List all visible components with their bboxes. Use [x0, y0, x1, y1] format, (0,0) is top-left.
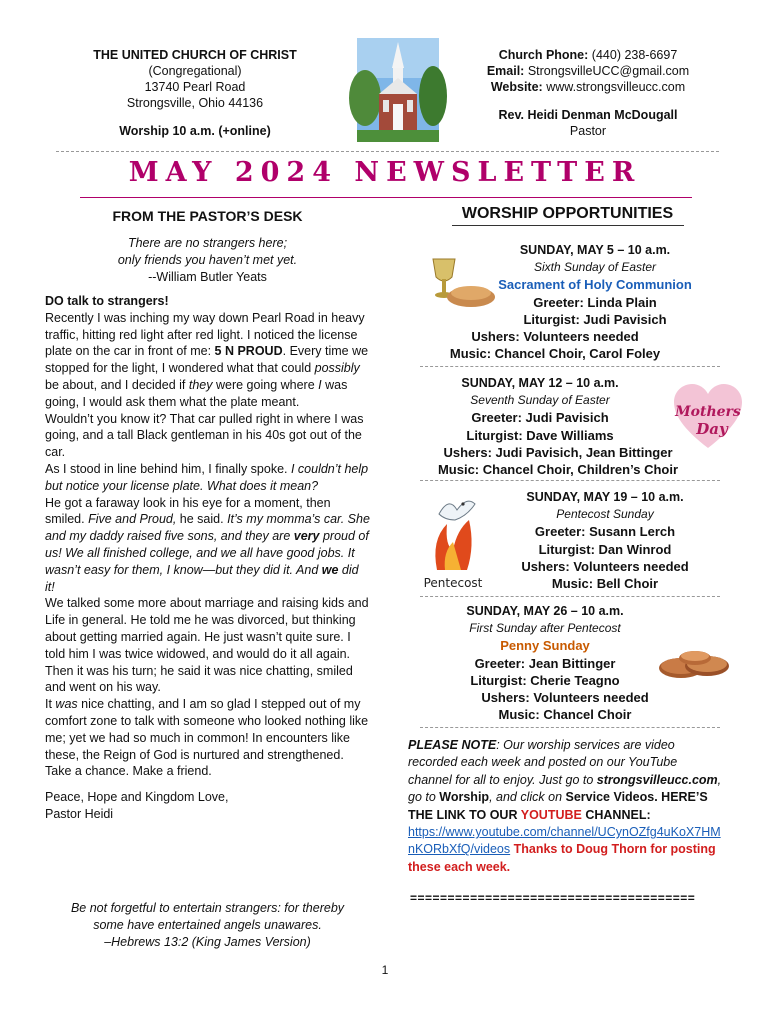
- service-music: Music: Bell Choir: [551, 576, 659, 592]
- note-site[interactable]: strongsvilleucc.com: [596, 772, 718, 787]
- article-paragraph: We talked some more about marriage and raising kids and Life in general. He told me he was divorced, but thinking about getting married again. He just wasn’t quite sure. I told him I was twice widowed, and would do it all again.: [45, 596, 369, 661]
- quote-line: There are no strangers here;: [127, 236, 288, 250]
- pennies-icon: [655, 644, 735, 684]
- service-subtitle: Sixth Sunday of Easter: [533, 260, 657, 275]
- note-divider: ======================================: [410, 891, 696, 905]
- service-date: SUNDAY, MAY 5 – 10 a.m.: [519, 243, 671, 257]
- pastor-title: Pastor: [569, 124, 607, 138]
- closing: Peace, Hope and Kingdom Love,: [45, 790, 229, 805]
- service-ushers: Ushers: Volunteers needed: [481, 690, 649, 706]
- website[interactable]: www.strongsvilleucc.com: [546, 80, 686, 94]
- service-ushers: Ushers: Volunteers needed: [471, 329, 639, 345]
- service-date: SUNDAY, MAY 19 – 10 a.m.: [526, 490, 684, 504]
- article-title: DO talk to strangers!: [45, 294, 169, 308]
- youtube-label: YOUTUBE: [520, 807, 582, 822]
- title-underline: [80, 197, 692, 198]
- quote-line: only friends you haven’t met yet.: [117, 253, 298, 267]
- service-subtitle: Pentecost Sunday: [556, 507, 654, 522]
- pentecost-dove-icon: [423, 490, 483, 590]
- service-may-19: [490, 489, 720, 592]
- service-ushers: Ushers: Volunteers needed: [521, 558, 689, 574]
- article-paragraph: It was nice chatting, and I am so glad I stepped out of my comfort zone to talk with someone who looked nothing like me; yet we had so much in common! In encounters like these, the Reign of God is nurtured and strengthened. Take a chance. Make a friend.: [45, 697, 369, 779]
- email[interactable]: StrongsvilleUCC@gmail.com: [527, 64, 690, 78]
- opening-quote: [45, 235, 370, 286]
- phone: (440) 238-6697: [591, 48, 678, 62]
- service-greeter: Greeter: Jean Bittinger: [474, 655, 616, 671]
- pastors-desk-heading: FROM THE PASTOR’S DESK: [112, 208, 303, 224]
- service-greeter: Greeter: Susann Lerch: [534, 524, 676, 540]
- article-paragraph: Wouldn’t you know it? That car pulled right in where I was going, and a tall Black gentleman in his 40s got out of the car.: [45, 411, 364, 460]
- church-info: [70, 47, 320, 139]
- video-note: PLEASE NOTE: Our worship services are video recorded each week and posted on our YouTube channel for all to enjoy. Just go to strongsvilleucc.com, go to Worship, and click on Service Videos. HERE’S THE LINK TO OUR YOUTUBE CHANNEL: https://www.youtube.com/channel/UCynOZfg4uKoX7HMnKORbXfQ/videos Thanks to Doug Thorn for posting these each week.: [408, 738, 722, 874]
- service-music: Music: Chancel Choir, Children’s Choir: [437, 462, 679, 478]
- church-photo: [357, 38, 439, 142]
- service-date: SUNDAY, MAY 12 – 10 a.m.: [461, 376, 619, 390]
- address-street: 13740 Pearl Road: [144, 80, 246, 94]
- contact-info: [448, 47, 728, 139]
- article-paragraph: Recently I was inching my way down Pearl Road in heavy traffic, hitting red light after red light. I noticed the license plate on the car in front of me: 5 N PROUD. Every time we stopped for the light, I wondered what that could possibly be about, and I decided if they were going where I was going, I would ask them what the plate meant.: [45, 310, 369, 409]
- service-liturgist: Liturgist: Judi Pavisich: [523, 311, 667, 327]
- service-special: Sacrament of Holy Communion: [498, 277, 692, 293]
- service-music: Music: Chancel Choir, Carol Foley: [449, 346, 661, 362]
- address-city: Strongsville, Ohio 44136: [126, 96, 264, 110]
- service-music: Music: Chancel Choir: [498, 707, 632, 723]
- service-ushers: Ushers: Judi Pavisich, Jean Bittinger: [443, 444, 673, 460]
- page-number: 1: [381, 963, 389, 977]
- thanks-note: Thanks to Doug Thorn for posting these each week.: [408, 842, 716, 874]
- worship-time: Worship 10 a.m. (+online): [119, 124, 271, 138]
- verse-line: some have entertained angels unawares.: [93, 918, 322, 932]
- worship-heading-underline: [452, 225, 684, 226]
- bible-verse: [45, 900, 370, 951]
- article-paragraph: Then it was his turn; he said it was nice chatting, smiled and went on his way.: [45, 663, 353, 695]
- article-paragraph: As I stood in line behind him, I finally spoke. I couldn’t help but notice your license plate. What does it mean?: [45, 461, 369, 493]
- pastor-name: Rev. Heidi Denman McDougall: [498, 108, 678, 122]
- newsletter-title: MAY 2024 NEWSLETTER: [128, 157, 642, 188]
- service-date: SUNDAY, MAY 26 – 10 a.m.: [466, 604, 624, 618]
- note-label: PLEASE NOTE: [408, 738, 497, 752]
- service-greeter: Greeter: Judi Pavisich: [471, 410, 609, 426]
- website-label: Website:: [490, 80, 543, 94]
- service-special: Penny Sunday: [500, 638, 590, 654]
- verse-reference: –Hebrews 13:2 (King James Version): [104, 935, 311, 949]
- service-may-26: [420, 603, 670, 723]
- header-divider: [56, 151, 719, 152]
- service-divider: [420, 596, 720, 597]
- service-greeter: Greeter: Linda Plain: [533, 294, 657, 310]
- service-divider: [420, 727, 720, 728]
- service-subtitle: Seventh Sunday of Easter: [470, 393, 610, 408]
- service-subtitle: First Sunday after Pentecost: [469, 621, 621, 636]
- worship-heading: WORSHIP OPPORTUNITIES: [461, 205, 674, 222]
- mothers-day-heart-icon: [672, 382, 744, 454]
- denomination: (Congregational): [148, 64, 242, 78]
- signature: Pastor Heidi: [45, 806, 114, 821]
- service-may-5: [449, 242, 720, 362]
- svg-text:Day: Day: [696, 420, 728, 438]
- mothers-day-art-text: Mothers: [675, 404, 741, 420]
- service-may-12: [400, 375, 680, 478]
- phone-label: Church Phone:: [498, 48, 589, 62]
- article-paragraph: He got a faraway look in his eye for a moment, then smiled. Five and Proud, he said. It’s my momma’s car. She and my daddy raised five sons, and they are very proud of us! We all finished college, and we all have good jobs. It wasn’t easy for them, I know—but they did it. And we did it!: [45, 495, 370, 594]
- service-liturgist: Liturgist: Cherie Teagno: [470, 672, 620, 688]
- verse-line: Be not forgetful to entertain strangers: for thereby: [70, 901, 345, 915]
- youtube-channel-link[interactable]: https://www.youtube.com/channel/UCynOZfg4uKoX7HMnKORbXfQ/videos: [408, 825, 721, 857]
- pastor-article: [45, 293, 370, 823]
- service-divider: [420, 366, 720, 367]
- church-name: THE UNITED CHURCH OF CHRIST: [93, 48, 297, 62]
- service-liturgist: Liturgist: Dan Winrod: [538, 541, 672, 557]
- pentecost-art-text: Pentecost: [423, 576, 483, 590]
- quote-attribution: --William Butler Yeats: [148, 270, 267, 284]
- email-label: Email:: [486, 64, 525, 78]
- service-liturgist: Liturgist: Dave Williams: [466, 427, 614, 443]
- service-divider: [420, 480, 720, 481]
